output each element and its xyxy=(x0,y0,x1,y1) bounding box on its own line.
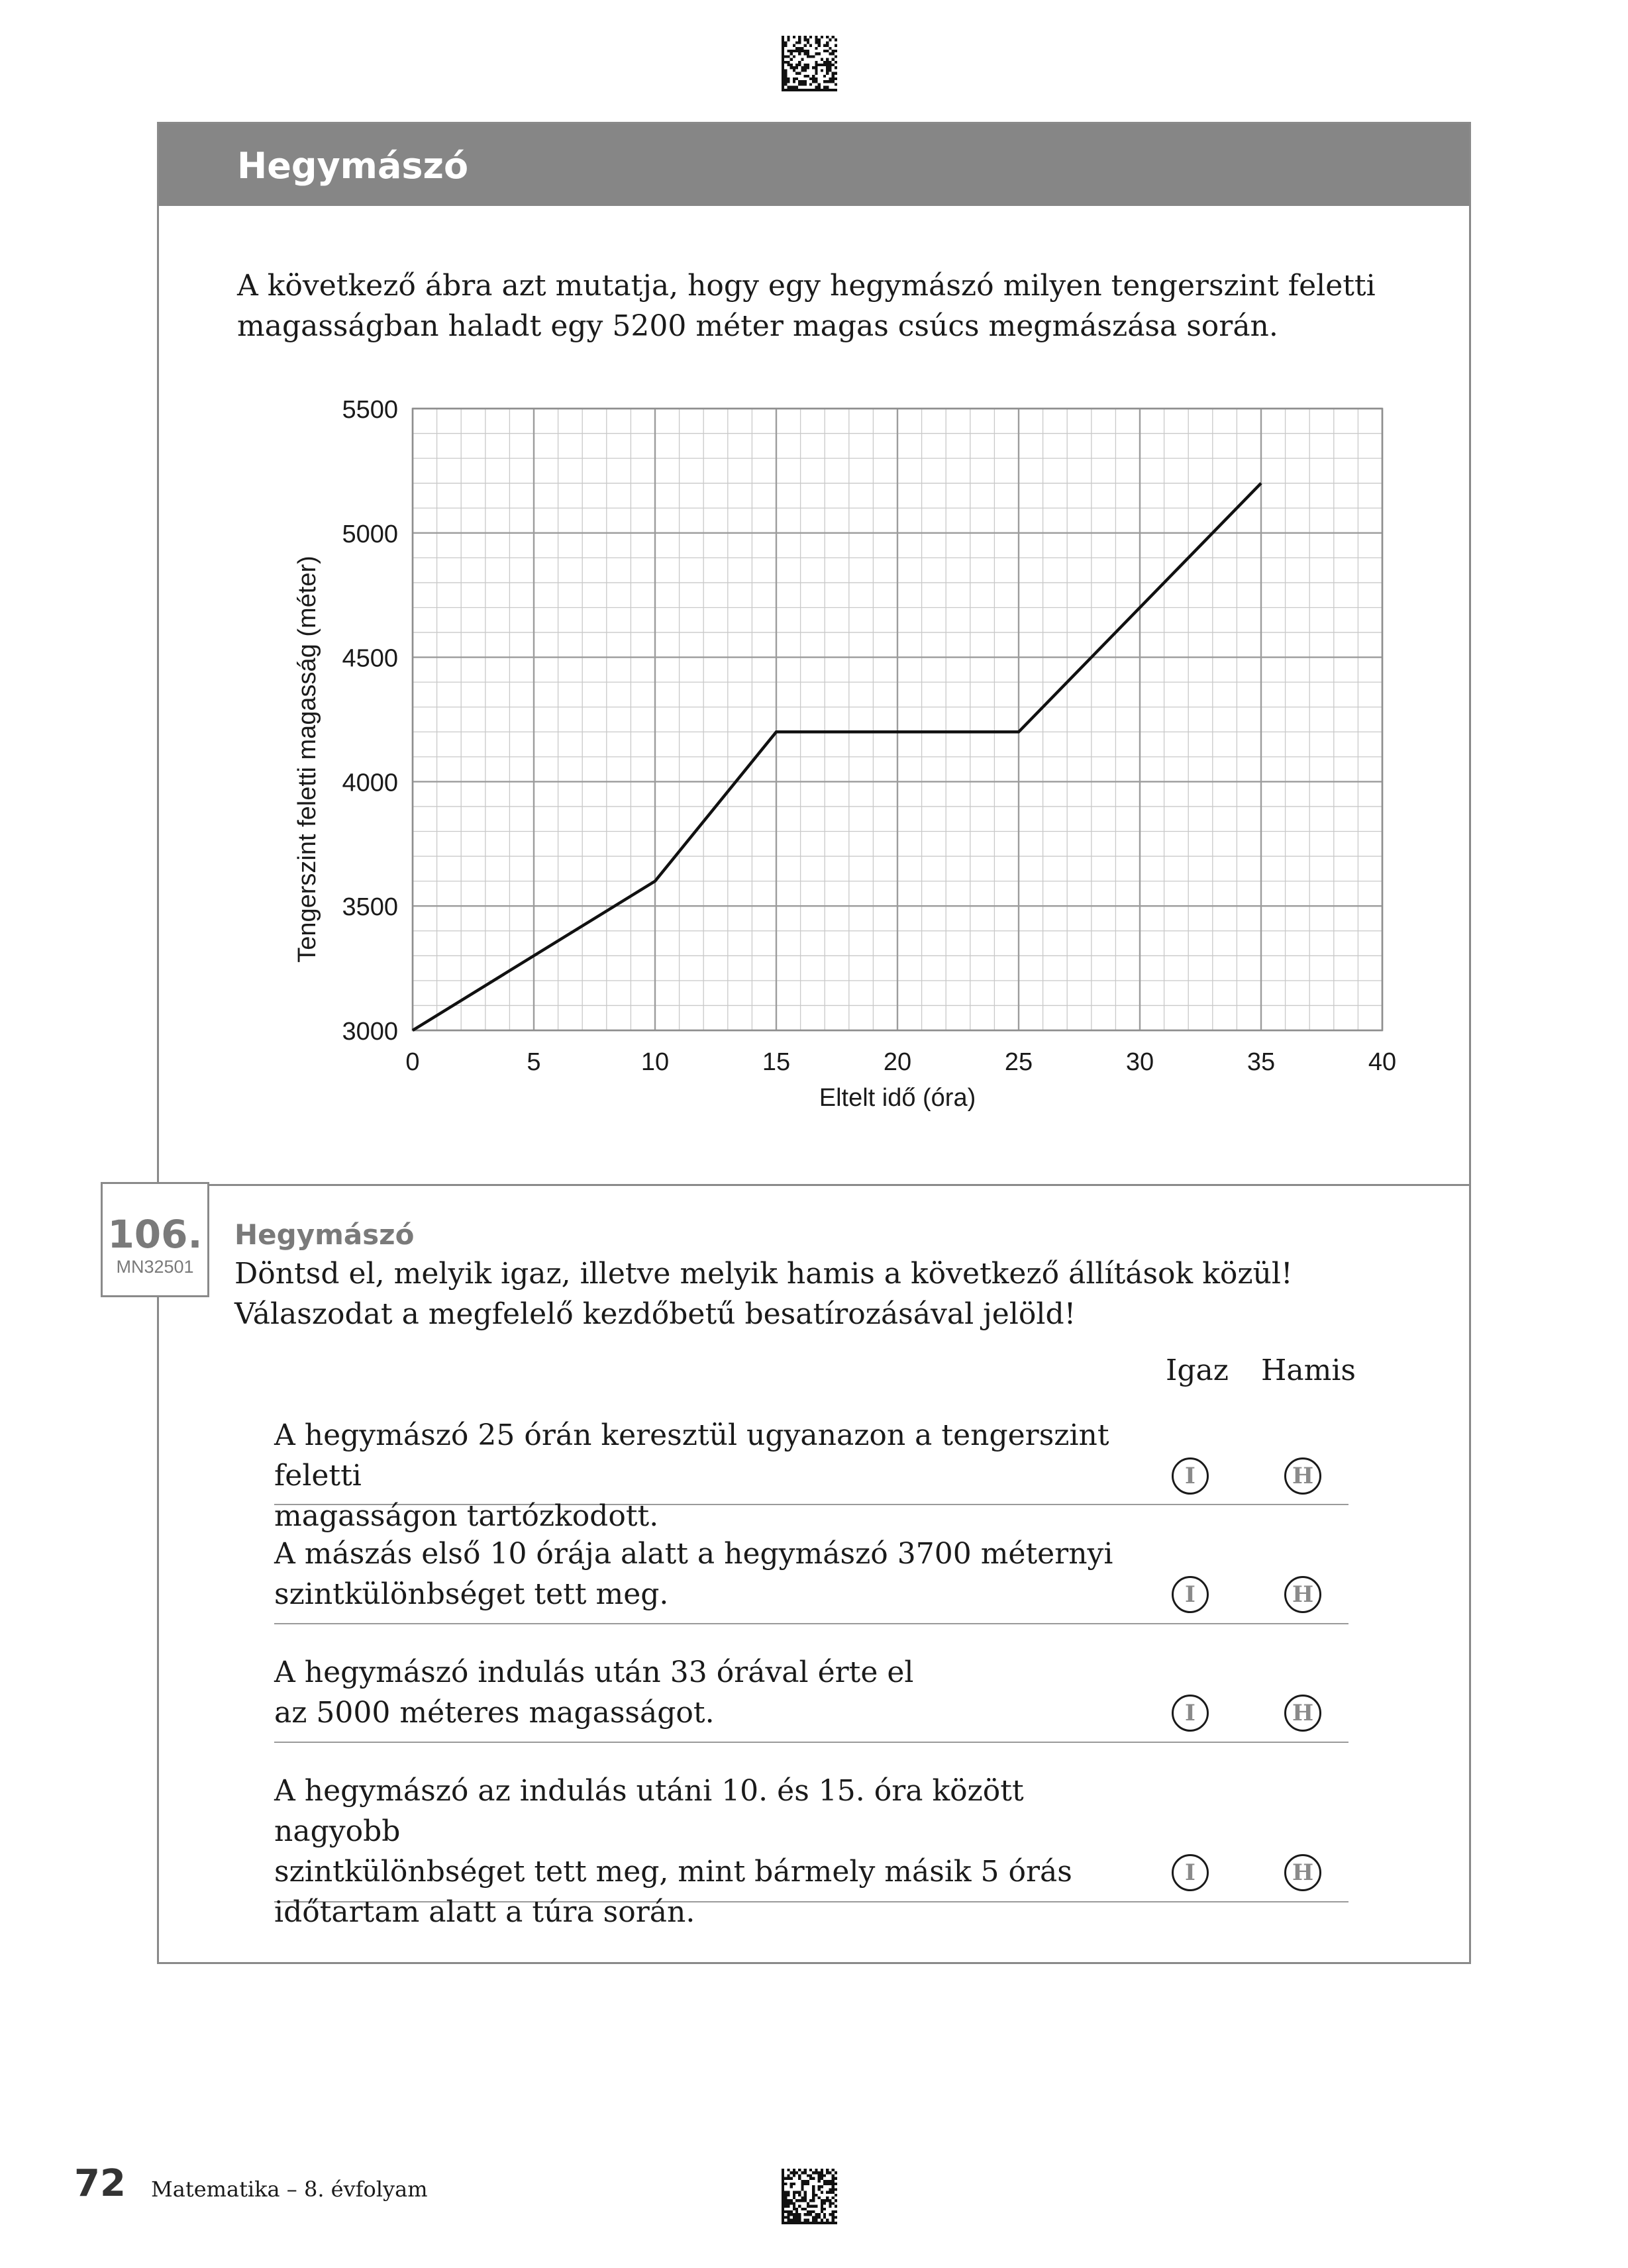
y-tick-label: 5000 xyxy=(342,520,398,548)
chart-x-axis-label: Eltelt idő (óra) xyxy=(819,1084,976,1112)
answer-true-bubble[interactable]: I xyxy=(1172,1576,1209,1613)
section-divider xyxy=(159,1184,1469,1186)
answer-false-bubble[interactable]: H xyxy=(1284,1457,1321,1495)
task-intro: A következő ábra azt mutatja, hogy egy hegymászó milyen tengerszint feletti magasságban haladt egy 5200 méter magas csúcs megmászása során. xyxy=(237,269,1376,343)
question-code: MN32501 xyxy=(116,1257,194,1277)
answer-true-bubble[interactable]: I xyxy=(1172,1457,1209,1495)
answer-true-bubble[interactable]: I xyxy=(1172,1695,1209,1732)
x-tick-label: 20 xyxy=(883,1048,912,1076)
answer-true-bubble[interactable]: I xyxy=(1172,1854,1209,1891)
x-tick-label: 10 xyxy=(640,1048,670,1076)
statement-text: A mászás első 10 órája alatt a hegymászó 3700 méternyi szintkülönbséget tett meg. xyxy=(274,1537,1113,1611)
column-header-true: Igaz xyxy=(1166,1354,1229,1387)
x-tick-label: 15 xyxy=(762,1048,791,1076)
footer-subject: Matematika – 8. évfolyam xyxy=(151,2177,428,2202)
y-tick-label: 5500 xyxy=(342,396,398,424)
page-number: 72 xyxy=(74,2162,126,2205)
qr-code-top xyxy=(782,36,837,91)
y-tick-label: 3000 xyxy=(342,1018,398,1046)
statement-row xyxy=(274,1534,1348,1624)
statement-text: A hegymászó az indulás utáni 10. és 15. óra között nagyobb szintkülönbséget tett meg, mint bármely másik 5 órás időtartam alatt a túra során. xyxy=(274,1774,1072,1929)
line-chart xyxy=(159,124,1473,1183)
statement-row xyxy=(274,1652,1348,1743)
question-number: 106. xyxy=(107,1212,203,1257)
answer-false-bubble[interactable]: H xyxy=(1284,1854,1321,1891)
x-tick-label: 5 xyxy=(527,1048,541,1076)
x-tick-label: 35 xyxy=(1246,1048,1276,1076)
statement-text: A hegymászó 25 órán keresztül ugyanazon a tengerszint feletti magasságon tartózkodott. xyxy=(274,1418,1109,1533)
question-instruction: Döntsd el, melyik igaz, illetve melyik hamis a következő állítások közül! Válaszodat a megfelelő kezdőbetű besatírozásával jelöld! xyxy=(234,1257,1293,1331)
question-title: Hegymászó xyxy=(234,1218,415,1251)
y-tick-label: 4000 xyxy=(342,769,398,797)
task-title: Hegymászó xyxy=(237,145,469,187)
y-tick-label: 4500 xyxy=(342,644,398,673)
y-tick-label: 3500 xyxy=(342,893,398,922)
x-tick-label: 40 xyxy=(1368,1048,1397,1076)
statement-row xyxy=(274,1771,1348,1929)
x-tick-label: 25 xyxy=(1004,1048,1033,1076)
statement-text: A hegymászó indulás után 33 órával érte el az 5000 méteres magasságot. xyxy=(274,1655,914,1730)
question-number-box xyxy=(101,1182,209,1297)
qr-code-bottom xyxy=(782,2169,837,2224)
x-tick-label: 0 xyxy=(405,1048,420,1076)
column-header-false: Hamis xyxy=(1261,1354,1356,1387)
x-tick-label: 30 xyxy=(1125,1048,1154,1076)
chart-y-axis-label: Tengerszint feletti magasság (méter) xyxy=(293,556,321,963)
statement-row xyxy=(274,1415,1348,1533)
answer-false-bubble[interactable]: H xyxy=(1284,1576,1321,1613)
answer-false-bubble[interactable]: H xyxy=(1284,1695,1321,1732)
